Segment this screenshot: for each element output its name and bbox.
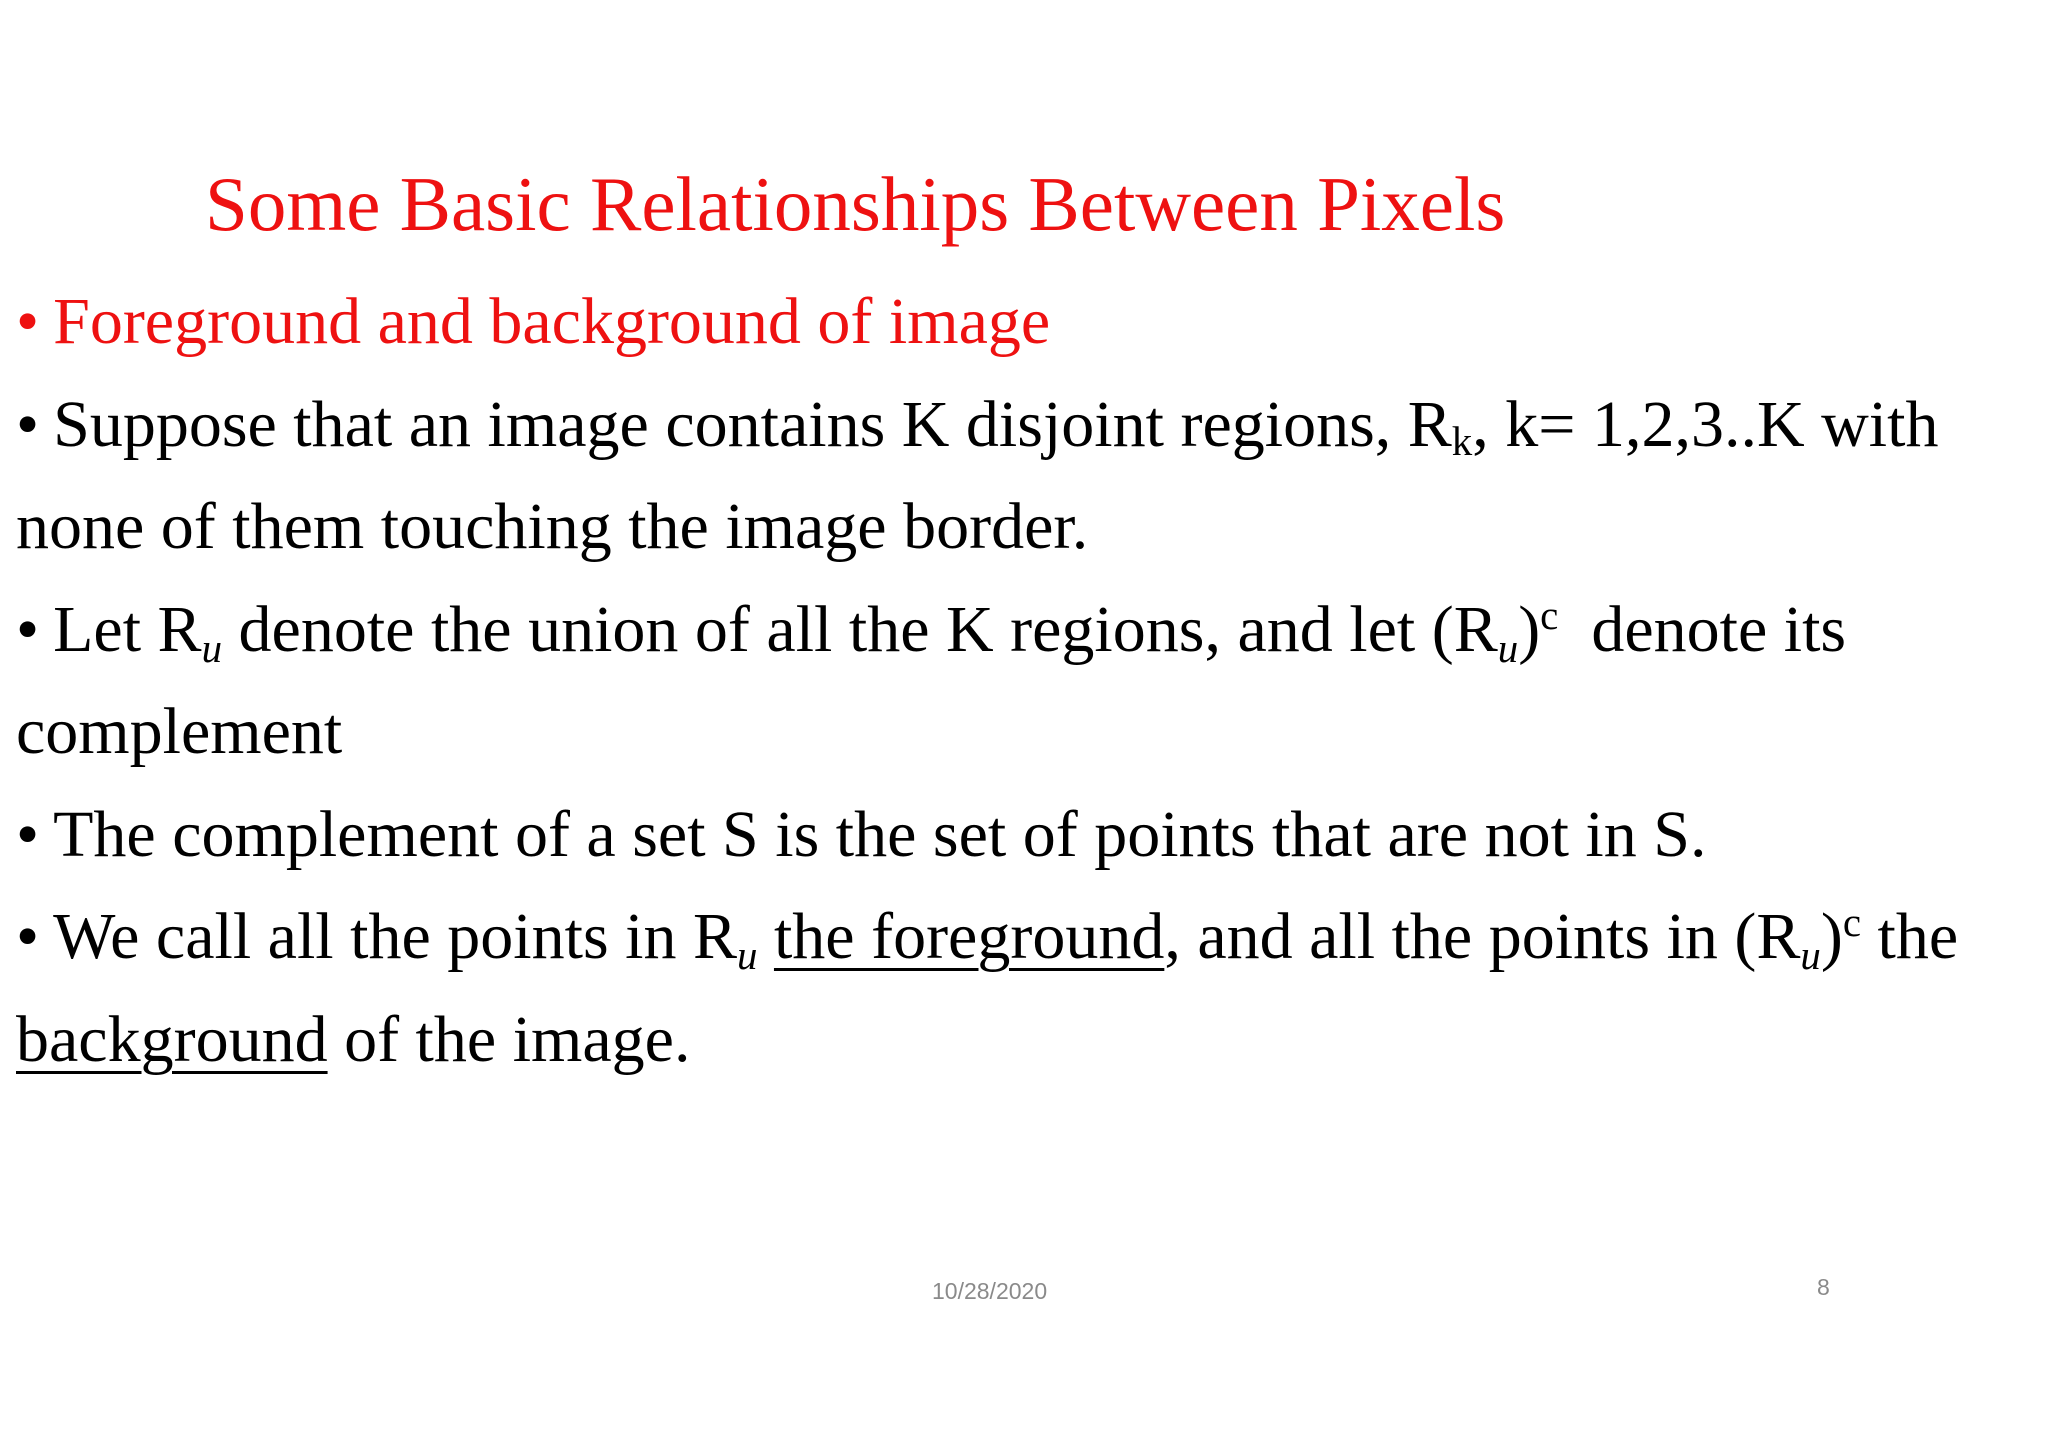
bullet-text: denote the union of all the K regions, and let (R [222, 593, 1498, 666]
bullet-complement-definition [16, 796, 1706, 874]
bullet-text: complement [16, 695, 343, 768]
bullet-text: Suppose that an image contains K disjoint regions, R [53, 388, 1452, 461]
superscript-c: c [1842, 899, 1862, 945]
bullet-marker: • [16, 593, 40, 666]
bullet-marker: • [16, 900, 40, 973]
bullet-union-regions [16, 591, 1847, 672]
bullet-text: Foreground and background of image [53, 285, 1051, 358]
subscript-k: k [1451, 419, 1473, 464]
underlined-term-background: background [16, 1003, 328, 1076]
bullet-text: the [1861, 900, 1959, 973]
bullet-marker: • [16, 388, 40, 461]
subscript-u: u [1497, 626, 1519, 672]
bullet-text: none of them touching the image border. [16, 490, 1089, 563]
bullet-text: denote its [1558, 593, 1847, 666]
bullet-text: We call all the points in R [53, 900, 737, 973]
slide-title: Some Basic Relationships Between Pixels [205, 161, 1506, 247]
footer-date: 10/28/2020 [932, 1278, 1048, 1304]
bullet-foreground-background-heading [16, 283, 1050, 361]
bullet-marker: • [16, 798, 40, 871]
underlined-term-foreground: the foreground [773, 900, 1165, 973]
superscript-c: c [1540, 592, 1559, 638]
subscript-u: u [737, 933, 758, 979]
bullet-disjoint-regions-continued [16, 488, 1088, 566]
bullet-foreground-definition-continued [16, 1001, 690, 1079]
bullet-disjoint-regions [16, 386, 1938, 464]
footer-page-number: 8 [1817, 1274, 1830, 1300]
bullet-text: ) [1518, 593, 1541, 666]
subscript-u: u [201, 626, 223, 672]
bullet-text: , k= 1,2,3..K with [1472, 388, 1939, 461]
bullet-union-regions-continued [16, 693, 342, 771]
bullet-marker: • [16, 285, 40, 358]
bullet-text: Let R [53, 593, 202, 666]
bullet-foreground-definition [16, 898, 1959, 979]
bullet-text [757, 900, 774, 973]
bullet-text: of the image. [327, 1003, 691, 1076]
bullet-text: The complement of a set S is the set of points that are not in S. [53, 798, 1707, 871]
bullet-text: ) [1820, 900, 1843, 973]
bullet-text: , and all the points in (R [1164, 900, 1801, 973]
subscript-u: u [1800, 933, 1821, 979]
